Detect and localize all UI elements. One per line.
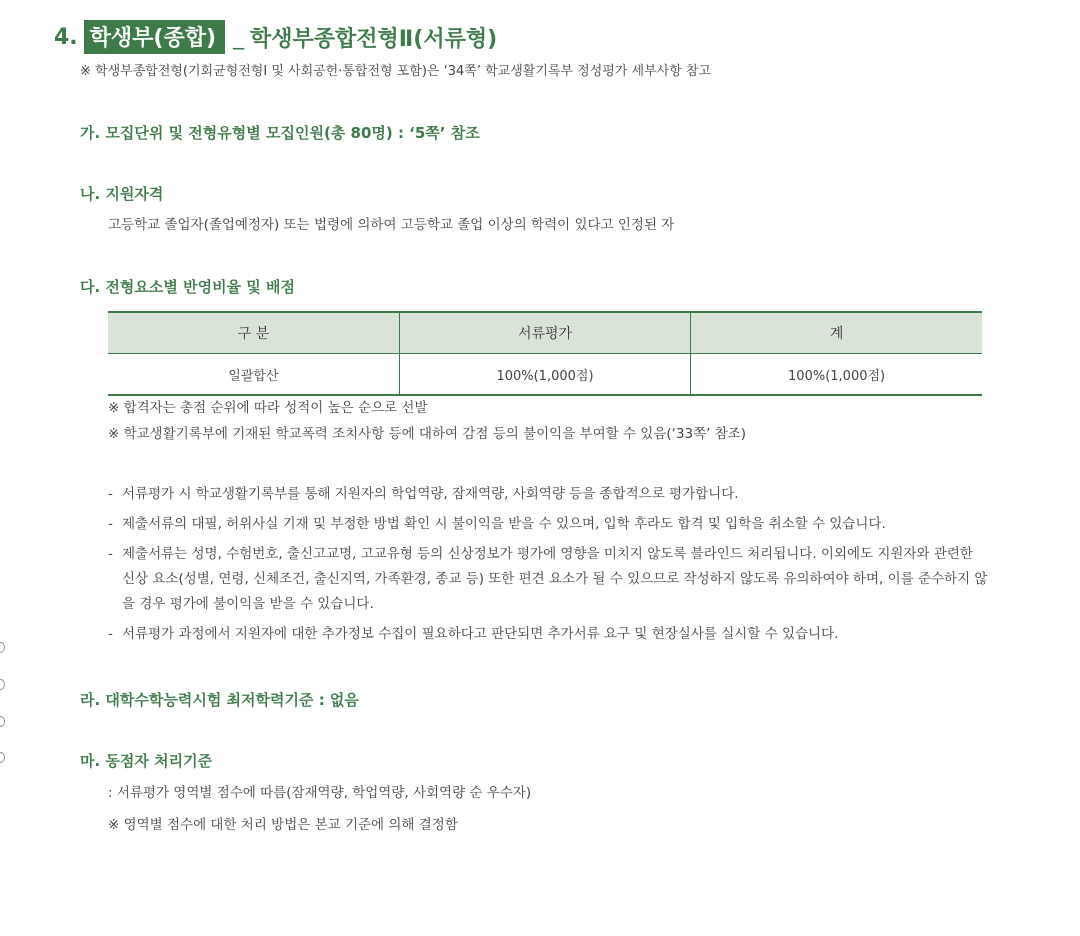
bullet-text: 제출서류는 성명, 수험번호, 출신고교명, 고교유형 등의 신상정보가 평가에 영향을 미치지 않도록 블라인드 처리됩니다. 이외에도 지원자와 관련한 신상 요소(성별, 연령, 신체조건, 출신지역, 가족환경, 종교 등) 또한 편견 요소가 될 수 있으므로 작성하지 않도록 유의하여야 하며, 이를 준수하지 않을 경우 평가에 불이익을 받을 수 있습니다. bbox=[122, 546, 988, 612]
bullet-marker: - bbox=[108, 546, 113, 562]
bullet-marker: - bbox=[108, 486, 113, 502]
table-row bbox=[108, 354, 982, 396]
section-na-body: 고등학교 졸업자(졸업예정자) 또는 법령에 의하여 고등학교 졸업 이상의 학력이 있다고 인정된 자 bbox=[108, 217, 675, 233]
page-heading bbox=[54, 20, 497, 54]
bullet-list bbox=[108, 482, 988, 652]
table-header-total: 계 bbox=[691, 312, 982, 354]
bullet-text: 서류평가 과정에서 지원자에 대한 추가정보 수집이 필요하다고 판단되면 추가서류 요구 및 현장실사를 실시할 수 있습니다. bbox=[122, 626, 839, 642]
table-header-row bbox=[108, 312, 982, 354]
section-ma-body: : 서류평가 영역별 점수에 따름(잠재역량, 학업역량, 사회역량 순 우수자) bbox=[108, 785, 532, 801]
heading-subtitle: 학생부종합전형Ⅱ(서류형) bbox=[250, 26, 498, 52]
section-ma-note: ※ 영역별 점수에 대한 처리 방법은 본교 기준에 의해 결정함 bbox=[108, 817, 458, 833]
section-da-title: 다. 전형요소별 반영비율 및 배점 bbox=[80, 278, 295, 296]
heading-number: 4. bbox=[54, 24, 78, 50]
list-item bbox=[108, 482, 988, 507]
bullet-marker: - bbox=[108, 626, 113, 642]
binder-hole-decoration bbox=[0, 642, 5, 653]
bullet-text: 제출서류의 대필, 허위사실 기재 및 부정한 방법 확인 시 불이익을 받을 수 있으며, 입학 후라도 합격 및 입학을 취소할 수 있습니다. bbox=[122, 516, 886, 532]
list-item bbox=[108, 512, 988, 537]
table-cell-category: 일괄합산 bbox=[108, 354, 399, 396]
table-cell-document: 100%(1,000점) bbox=[399, 354, 690, 396]
list-item bbox=[108, 622, 988, 647]
table-note-1: ※ 합격자는 총점 순위에 따라 성적이 높은 순으로 선발 bbox=[108, 400, 428, 416]
heading-separator: _ bbox=[233, 24, 245, 50]
section-ma-title: 마. 동점자 처리기준 bbox=[80, 752, 213, 770]
table-cell-total: 100%(1,000점) bbox=[691, 354, 982, 396]
section-na-title: 나. 지원자격 bbox=[80, 185, 164, 203]
binder-hole-decoration bbox=[0, 752, 5, 763]
bullet-marker: - bbox=[108, 516, 113, 532]
bullet-text: 서류평가 시 학교생활기록부를 통해 지원자의 학업역량, 잠재역량, 사회역량 등을 종합적으로 평가합니다. bbox=[122, 486, 739, 502]
heading-badge: 학생부(종합) bbox=[84, 20, 225, 54]
binder-hole-decoration bbox=[0, 679, 5, 690]
binder-hole-decoration bbox=[0, 716, 5, 727]
top-note: ※ 학생부종합전형(기회균형전형Ⅰ 및 사회공헌·통합전형 포함)은 ‘34쪽’ 학교생활기록부 정성평가 세부사항 참고 bbox=[80, 64, 711, 79]
section-ga-title: 가. 모집단위 및 전형유형별 모집인원(총 80명) : ‘5쪽’ 참조 bbox=[80, 124, 480, 142]
table-note-2: ※ 학교생활기록부에 기재된 학교폭력 조치사항 등에 대하여 감점 등의 불이익을 부여할 수 있음(‘33쪽’ 참조) bbox=[108, 426, 747, 442]
section-ra-title: 라. 대학수학능력시험 최저학력기준 : 없음 bbox=[80, 691, 359, 709]
table-header-category: 구 분 bbox=[108, 312, 399, 354]
list-item bbox=[108, 542, 988, 617]
score-table bbox=[108, 311, 982, 396]
table-header-document: 서류평가 bbox=[399, 312, 690, 354]
